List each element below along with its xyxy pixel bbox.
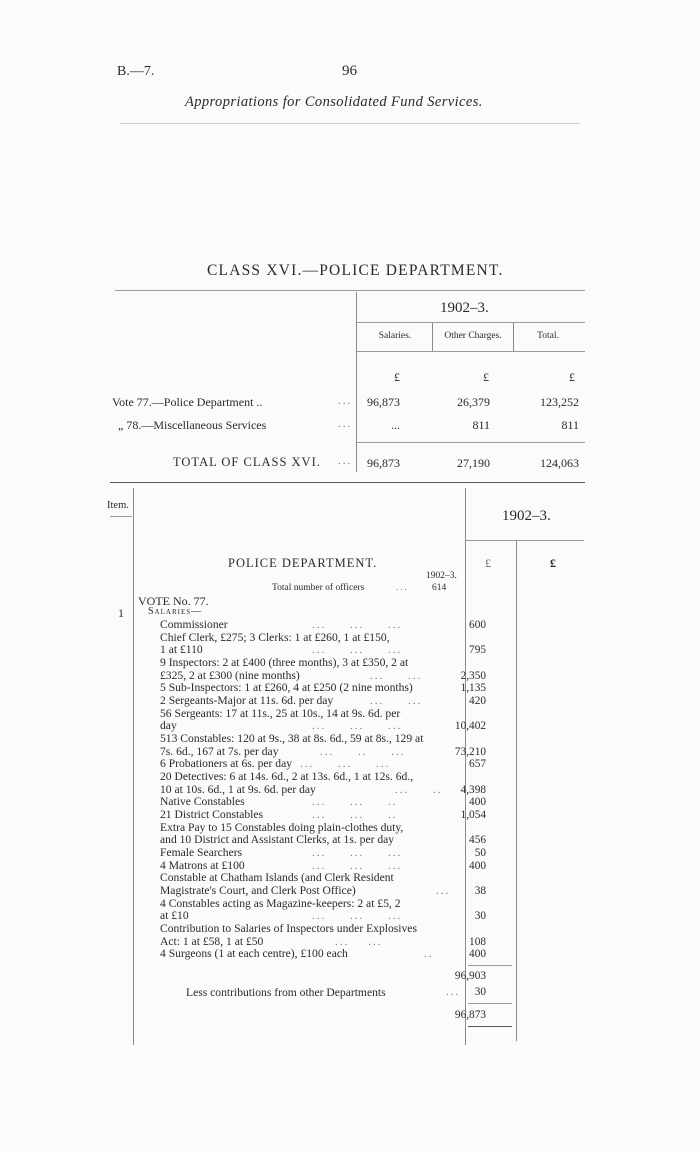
summary-cell: 26,379 bbox=[457, 395, 490, 409]
line-item: Female Searchers bbox=[160, 846, 243, 859]
less-contributions-amount: 30 bbox=[474, 986, 486, 998]
line-amount: 4,398 bbox=[460, 784, 486, 796]
line-item: Magistrate's Court, and Clerk Post Office) bbox=[160, 884, 356, 897]
line-amount: 400 bbox=[469, 860, 486, 872]
line-amount: 420 bbox=[469, 695, 486, 707]
line-amount: 657 bbox=[469, 758, 486, 770]
summary-cell: 811 bbox=[561, 418, 579, 432]
line-item: Native Constables bbox=[160, 795, 245, 808]
col-other-header: Other Charges. bbox=[444, 331, 502, 341]
currency-col-2: £ bbox=[550, 556, 556, 570]
summary-total-cell: 124,063 bbox=[540, 456, 579, 470]
amount-subcolumn-divider bbox=[516, 541, 517, 1041]
line-item: at £10 bbox=[160, 909, 189, 922]
net-total-double-rule bbox=[468, 1026, 512, 1027]
net-total-amount: 96,873 bbox=[454, 1009, 486, 1021]
line-amount: 1,135 bbox=[460, 682, 486, 694]
leader-dots: ... ... bbox=[335, 936, 383, 948]
summary-total-label: TOTAL OF CLASS XVI. bbox=[173, 455, 321, 469]
leader-dots: ... bbox=[338, 395, 353, 407]
running-title: Appropriations for Consolidated Fund Services. bbox=[185, 94, 483, 110]
summary-total-cell: 96,873 bbox=[367, 456, 400, 470]
currency-other: £ bbox=[483, 370, 489, 384]
leader-dots: ... ... .. bbox=[312, 796, 398, 808]
currency-salaries: £ bbox=[394, 370, 400, 384]
item-column-divider bbox=[133, 488, 134, 1045]
leader-dots: ... ... bbox=[370, 670, 423, 682]
summary-row-label: „ 78.—Miscellaneous Services bbox=[118, 418, 267, 432]
document-code: B.—7. bbox=[117, 64, 155, 79]
line-amount: 108 bbox=[469, 936, 486, 948]
line-item: 4 Constables acting as Magazine-keepers: 2 at £5, 2 bbox=[160, 897, 401, 910]
summary-top-rule bbox=[115, 290, 585, 291]
line-item: 9 Inspectors: 2 at £400 (three months), 3 at £350, 2 at bbox=[160, 656, 409, 669]
line-amount: 10,402 bbox=[454, 720, 486, 732]
summary-col-divider bbox=[513, 323, 514, 351]
leader-dots: ... ... ... bbox=[312, 847, 403, 859]
page-number: 96 bbox=[342, 63, 357, 79]
item-column-header: Item. bbox=[107, 500, 129, 511]
col-total-header: Total. bbox=[537, 331, 559, 341]
detail-year-rule bbox=[466, 540, 584, 541]
line-item: Commissioner bbox=[160, 618, 228, 631]
line-item: 2 Sergeants-Major at 11s. 6d. per day bbox=[160, 694, 334, 707]
summary-total-rule bbox=[357, 442, 585, 443]
section-title: POLICE DEPARTMENT. bbox=[228, 556, 378, 570]
line-item: Chief Clerk, £275; 3 Clerks: 1 at £260, 1 at £150, bbox=[160, 631, 390, 644]
less-contributions-label: Less contributions from other Departments bbox=[186, 986, 386, 999]
line-item: 4 Matrons at £100 bbox=[160, 859, 245, 872]
line-item: 5 Sub-Inspectors: 1 at £260, 4 at £250 (2 nine months) bbox=[160, 681, 413, 694]
summary-row-label: Vote 77.—Police Department .. bbox=[112, 395, 263, 409]
leader-dots: ... ... ... bbox=[312, 619, 403, 631]
line-item: £325, 2 at £300 (nine months) bbox=[160, 669, 300, 682]
line-item: Act: 1 at £58, 1 at £50 bbox=[160, 935, 264, 948]
leader-dots: ... bbox=[436, 885, 451, 897]
summary-bottom-rule bbox=[110, 482, 585, 483]
line-amount: 50 bbox=[474, 847, 486, 859]
line-item: 56 Sergeants: 17 at 11s., 25 at 10s., 14 at 9s. 6d. per bbox=[160, 707, 401, 720]
officers-count: 614 bbox=[432, 583, 447, 593]
currency-total: £ bbox=[569, 370, 575, 384]
line-item: Constable at Chatham Islands (and Clerk Resident bbox=[160, 871, 394, 884]
summary-cell: ... bbox=[391, 418, 400, 432]
line-item: Extra Pay to 15 Constables doing plain-clothes duty, bbox=[160, 821, 404, 834]
officers-label: Total number of officers bbox=[272, 583, 365, 593]
net-total-rule bbox=[468, 1003, 512, 1004]
leader-dots: ... bbox=[338, 418, 353, 430]
leader-dots: .. bbox=[424, 948, 434, 960]
class-title: CLASS XVI.—POLICE DEPARTMENT. bbox=[207, 262, 504, 279]
leader-dots: ... ... .. bbox=[312, 809, 398, 821]
line-amount: 600 bbox=[469, 619, 486, 631]
leader-dots: ... ... ... bbox=[312, 720, 403, 732]
subtotal-amount: 96,903 bbox=[454, 970, 486, 982]
line-item: day bbox=[160, 719, 177, 732]
subtotal-rule bbox=[468, 965, 512, 966]
leader-dots: ... ... bbox=[370, 695, 423, 707]
currency-col-1: £ bbox=[485, 556, 491, 570]
line-item: 7s. 6d., 167 at 7s. per day bbox=[160, 745, 279, 758]
leader-dots: ... .. ... bbox=[320, 746, 406, 758]
line-item: 513 Constables: 120 at 9s., 38 at 8s. 6d., 59 at 8s., 129 at bbox=[160, 732, 424, 745]
line-amount: 400 bbox=[469, 948, 486, 960]
leader-dots: ... ... ... bbox=[312, 910, 403, 922]
summary-col-divider bbox=[356, 292, 357, 472]
line-item: 1 at £110 bbox=[160, 643, 203, 656]
leader-dots: ... bbox=[446, 986, 461, 998]
salaries-heading: Salaries— bbox=[148, 606, 203, 617]
line-item: and 10 District and Assistant Clerks, at 1s. per day bbox=[160, 833, 395, 846]
line-amount: 400 bbox=[469, 796, 486, 808]
line-amount: 73,210 bbox=[454, 746, 486, 758]
line-amount: 38 bbox=[474, 885, 486, 897]
vote-number: VOTE No. 77. bbox=[138, 594, 209, 608]
summary-cell: 123,252 bbox=[540, 395, 579, 409]
line-item: 6 Probationers at 6s. per day bbox=[160, 757, 293, 770]
summary-col-divider bbox=[432, 323, 433, 351]
leader-dots: ... bbox=[338, 455, 353, 467]
line-item: 10 at 10s. 6d., 1 at 9s. 6d. per day bbox=[160, 783, 316, 796]
leader-dots: ... .. bbox=[395, 784, 443, 796]
line-amount: 2,350 bbox=[460, 670, 486, 682]
officers-year: 1902–3. bbox=[426, 571, 457, 581]
leader-dots: ... ... ... bbox=[312, 644, 403, 656]
summary-cell: 811 bbox=[472, 418, 490, 432]
line-item: 4 Surgeons (1 at each centre), £100 each bbox=[160, 947, 348, 960]
summary-header-rule bbox=[357, 351, 585, 352]
line-amount: 1,054 bbox=[460, 809, 486, 821]
item-number: 1 bbox=[118, 606, 124, 620]
summary-total-cell: 27,190 bbox=[457, 456, 490, 470]
line-amount: 456 bbox=[469, 834, 486, 846]
summary-year-rule bbox=[357, 322, 585, 323]
line-item: Contribution to Salaries of Inspectors under Explosives bbox=[160, 922, 417, 935]
item-header-rule bbox=[110, 516, 132, 517]
leader-dots: ... bbox=[396, 582, 409, 592]
leader-dots: ... ... ... bbox=[300, 758, 391, 770]
line-item: 20 Detectives: 6 at 14s. 6d., 2 at 13s. 6d., 1 at 12s. 6d., bbox=[160, 770, 414, 783]
detail-year: 1902–3. bbox=[502, 508, 551, 524]
col-salaries-header: Salaries. bbox=[378, 331, 412, 341]
summary-cell: 96,873 bbox=[367, 395, 400, 409]
summary-year: 1902–3. bbox=[440, 300, 489, 316]
line-item: 21 District Constables bbox=[160, 808, 264, 821]
line-amount: 30 bbox=[474, 910, 486, 922]
line-amount: 795 bbox=[469, 644, 486, 656]
leader-dots: ... ... ... bbox=[312, 860, 403, 872]
header-rule bbox=[120, 123, 580, 124]
